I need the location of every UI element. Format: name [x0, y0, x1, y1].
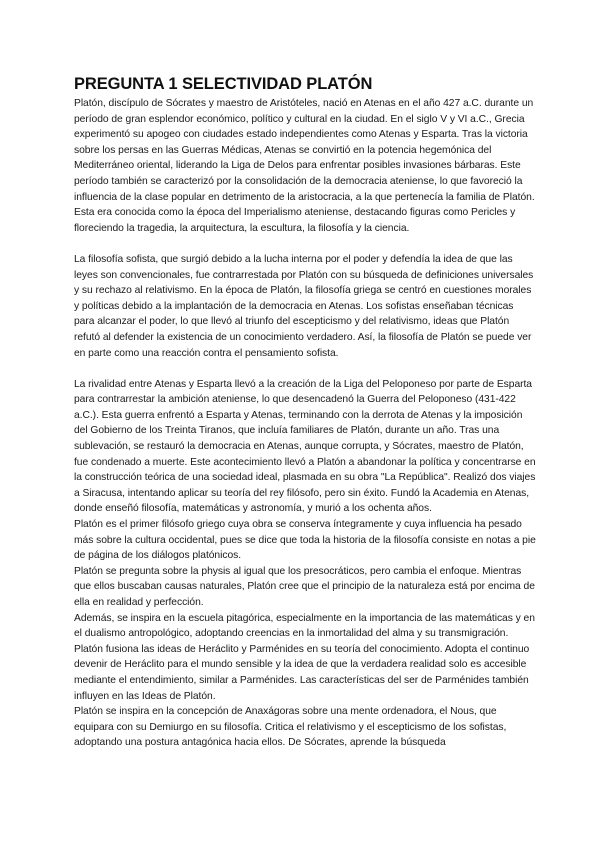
paragraph-peloponnesian-war: La rivalidad entre Atenas y Esparta llevó a la creación de la Liga del Peloponeso por parte de Esparta para contrarrestar la ambición ateniense, lo que desencadenó la Guerra del Peloponeso (431-422 a.C.). Esta guerra enfrentó a Esparta y Atenas, terminando con la derrota de Atenas y la imposición del Gobierno de los Treinta Tiranos, que incluía familiares de Platón, durante un año. Tras una sublevación, se restauró la democracia en Atenas, aunque corrupta, y Sócrates, maestro de Platón, fue condenado a muerte. Este acontecimiento llevó a Platón a abandonar la política y concentrarse en la construcción teórica de una sociedad ideal, plasmada en su obra "La República". Realizó dos viajes a Siracusa, intentando aplicar su teoría del rey filósofo, pero sin éxito. Fundó la Academia en Atenas, donde enseñó filosofía, matemáticas y astronomía, y murió a los ochenta años. [74, 378, 536, 515]
paragraph-first-philosopher: Platón es el primer filósofo griego cuya obra se conserva íntegramente y cuya influencia ha pesado más sobre la cultura occidental, pues se dice que toda la historia de la filosofía consiste en notas a pie de página de los diálogos platónicos. [74, 519, 536, 562]
document-body [74, 74, 536, 751]
paragraph-spacer [74, 361, 536, 377]
paragraph-heraclitus-parmenides: Platón fusiona las ideas de Heráclito y Parménides en su teoría del conocimiento. Adopta el continuo devenir de Heráclito para el mundo sensible y la idea de que la verdadera realidad solo es accesible mediante el entendimiento, similar a Parménides. Las características del ser de Parménides también influyen en las Ideas de Platón. [74, 643, 530, 702]
paragraph-pythagorean: Además, se inspira en la escuela pitagórica, especialmente en la importancia de las matemáticas y en el dualismo antropológico, adoptando creencias en la inmortalidad del alma y su transmigración. [74, 612, 535, 640]
paragraph-spacer [74, 236, 536, 252]
document-title: PREGUNTA 1 SELECTIVIDAD PLATÓN [74, 75, 373, 93]
paragraph-sophists: La filosofía sofista, que surgió debido a la lucha interna por el poder y defendía la idea de que las leyes son convencionales, fue contrarrestada por Platón con su búsqueda de definiciones universales y su rechazo al relativismo. En la época de Platón, la filosofía griega se centró en cuestiones morales y políticas debido a la implantación de la democracia en Atenas. Los sofistas enseñaban técnicas para alcanzar el poder, lo que llevó al triunfo del escepticismo y del relativismo, ideas que Platón refutó al defender la existencia de un conocimiento verdadero. Así, la filosofía de Platón se puede ver en parte como una reacción contra el pensamiento sofista. [74, 253, 534, 359]
paragraph-anaxagoras: Platón se inspira en la concepción de Anaxágoras sobre una mente ordenadora, el Nous, que equipara con su Demiurgo en su filosofía. Critica el relativismo y el escepticismo de los sofistas, adoptando una postura antagónica hacia ellos. De Sócrates, aprende la búsqueda [74, 706, 507, 749]
paragraph-physis: Platón se pregunta sobre la physis al igual que los presocráticos, pero cambia el enfoque. Mientras que ellos buscaban causas naturales, Platón cree que el principio de la naturaleza está por encima de ella en realidad y perfección. [74, 565, 535, 608]
paragraph-historical-context: Platón, discípulo de Sócrates y maestro de Aristóteles, nació en Atenas en el año 427 a.C. durante un período de gran esplendor económico, político y cultural en la ciudad. En el siglo V y VI a.C., Grecia experimentó su apogeo con ciudades estado independientes como Atenas y Esparta. Tras la victoria sobre los persas en las Guerras Médicas, Atenas se convirtió en la potencia hegemónica del Mediterráneo oriental, liderando la Liga de Delos para enfrentar posibles invasiones bárbaras. Este período también se caracterizó por la consolidación de la democracia ateniense, lo que favoreció la influencia de la clase popular en detrimento de la aristocracia, a la que pertenecía la familia de Platón. Esta era conocida como la época del Imperialismo ateniense, destacando figuras como Pericles y floreciendo la tragedia, la arquitectura, la escultura, la filosofía y la ciencia. [74, 98, 535, 234]
